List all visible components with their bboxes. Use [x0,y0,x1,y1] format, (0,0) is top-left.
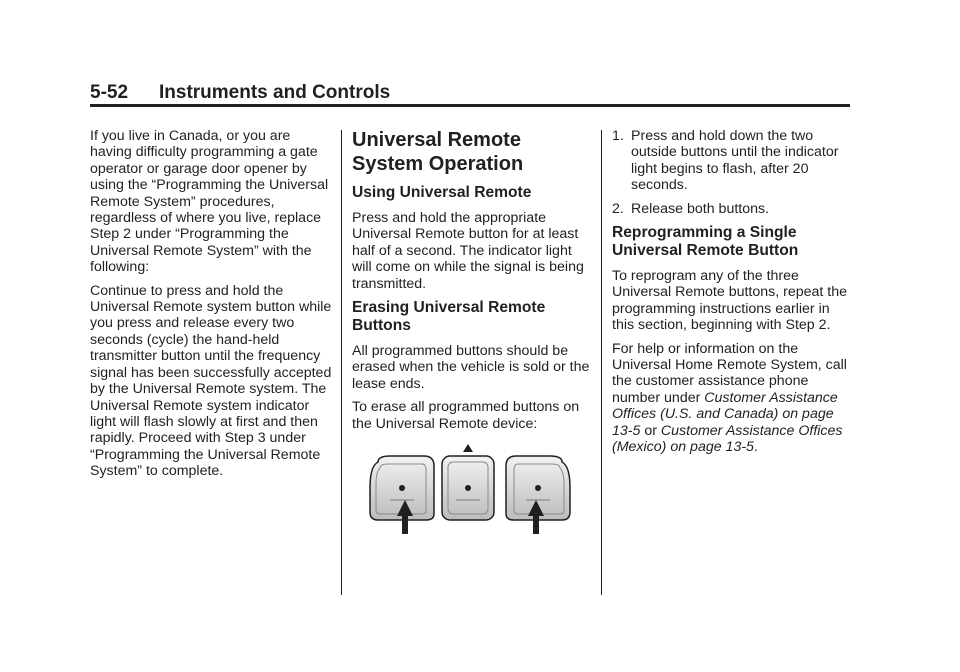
connector-text: or [640,422,661,439]
indicator-dot-right [535,485,541,491]
paragraph: To reprogram any of the three Universal Remote buttons, repeat the programming instructions earlier in this section, beginning with Step 2. [612,268,848,334]
indicator-dot-middle [465,485,471,491]
column-middle [352,128,592,439]
help-text: For help or information on the Universal Home Remote System, call the customer assistance phone number under [612,340,847,406]
column-divider-2 [601,130,602,595]
remote-buttons-svg [366,444,576,534]
paragraph: If you live in Canada, or you are having difficulty programming a gate operator or garage door opener by using the “Programming the Universal Remote System” procedures, regardless of where you live, replace Step 2 under “Programming the Universal Remote System” with the following: [90,128,329,276]
heading-using-universal-remote: Using Universal Remote [352,184,532,201]
paragraph: Continue to press and hold the Universal Remote system button while you press and release every two seconds (cycle) the hand-held transmitter button until the frequency signal has been successfully accepted by the Universal Remote system. The Universal Remote system indicator light will flash slowly at first and then rapidly. Proceed with Step 3 under “Programming the Universal Remote System” to complete. [90,282,332,480]
cross-reference-link[interactable]: Customer Assistance Offices (Mexico) on page 13-5 [612,422,843,456]
step-text: Release both buttons. [631,200,770,217]
step-number: 1. [612,128,624,144]
heading-reprogramming: Reprogramming a Single Universal Remote Button [612,224,799,260]
indicator-dot-left [399,485,405,491]
heading-universal-remote-operation: Universal Remote System Operation [352,129,524,175]
step-item [612,201,854,217]
paragraph: Press and hold the appropriate Universal Remote button for at least half of a second. The indicator light will come on while the signal is being transmitted. [352,210,584,292]
column-left [90,128,333,487]
paragraph: To erase all programmed buttons on the Universal Remote device: [352,399,580,432]
header-rule [90,104,850,107]
section-title: Instruments and Controls [159,82,391,103]
step-item [612,128,854,194]
page-header [90,80,850,106]
step-number: 2. [612,200,624,217]
universal-remote-buttons-illustration [366,444,576,534]
paragraph-help [612,341,854,456]
column-right [612,128,854,463]
page-number: 5-52 [90,82,129,103]
step-text: Press and hold down the two outside buttons until the indicator light begins to flash, after 20 seconds. [631,128,839,194]
paragraph: All programmed buttons should be erased when the vehicle is sold or the lease ends. [352,343,590,392]
indicator-light-triangle [463,444,473,452]
end-punctuation: . [753,439,758,456]
heading-erasing-buttons: Erasing Universal Remote Buttons [352,299,546,335]
column-divider-1 [341,130,342,595]
cross-reference-link[interactable]: Customer Assistance Offices (U.S. and Canada) on page 13-5 [612,389,838,439]
